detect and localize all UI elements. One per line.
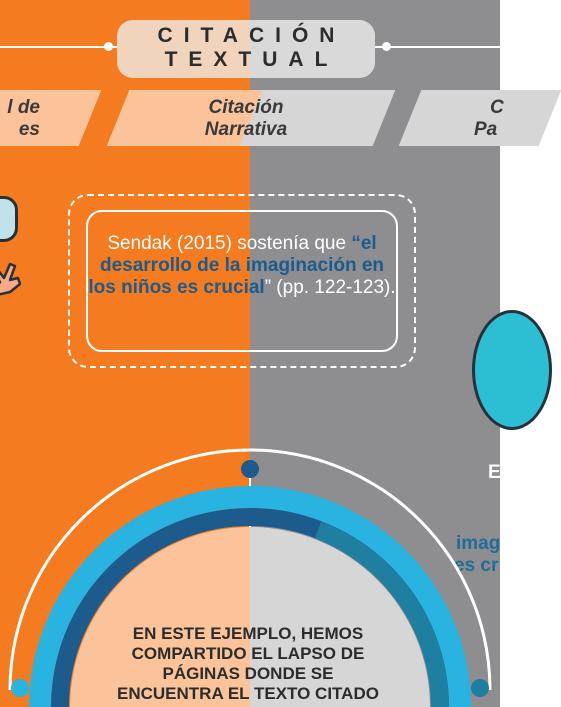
example-note: EN ESTE EJEMPLO, HEMOS COMPARTIDO EL LAPSO DE PÁGINAS DONDE SE ENCUENTRA EL TEXTO CITADO <box>117 624 379 703</box>
right-partial-line2: es cr <box>454 555 499 576</box>
tab-right-label-line1: C <box>490 97 504 118</box>
tab-middle-label-line1: Citación <box>208 97 284 118</box>
right-partial-line1: imag <box>456 533 501 554</box>
tab-right-label-line2: Pa <box>474 119 498 140</box>
tab-left-label-line2: es <box>18 119 40 140</box>
right-partial-letter: E <box>488 462 501 483</box>
top-dot <box>241 460 259 478</box>
right-dot <box>471 679 489 697</box>
left-dot <box>11 679 29 697</box>
quote-lead: Sendak (2015) sostenía que <box>107 233 352 254</box>
quote-highlight: “el desarrollo de la imaginación en los niños es crucial <box>88 233 385 298</box>
title-line-2: TEXTUAL <box>164 48 339 71</box>
tab-middle-label-line2: Narrativa <box>204 119 288 140</box>
quote-tail: ” (pp. 122-123). <box>264 277 396 298</box>
tab-left-label-line1: l de <box>7 97 40 118</box>
title-line-1: CITACIÓN <box>157 24 346 47</box>
